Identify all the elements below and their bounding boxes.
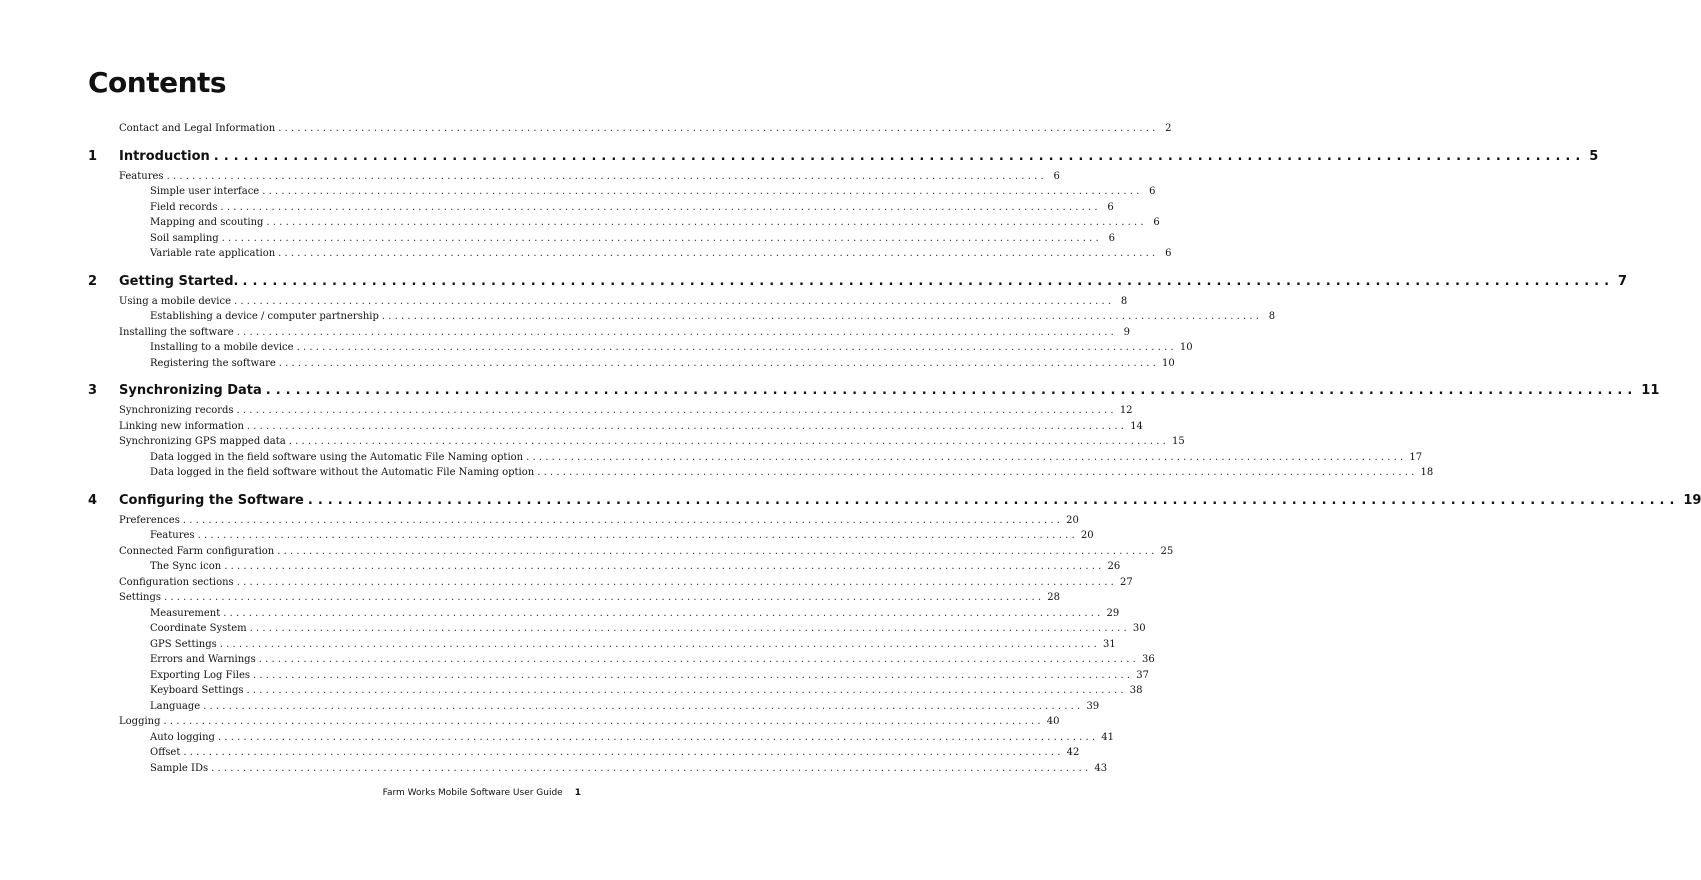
dot-leader: .......................................................................................................................................... — [381, 311, 1263, 322]
toc-entry-page: 26 — [1107, 561, 1121, 572]
dot-leader: .......................................................................................................................................... — [236, 405, 1117, 416]
dot-leader: .......................................................................................................................................... — [249, 623, 1130, 634]
dot-leader: .......................................................................................................................................... — [213, 148, 1586, 164]
dot-leader: .......................................................................................................................................... — [203, 700, 1084, 712]
toc-entry-page: 41 — [1101, 731, 1114, 743]
toc-entry-page: 10 — [1179, 342, 1193, 353]
toc-subsection-entry[interactable] — [88, 730, 1114, 746]
dot-leader: .......................................................................................................................................... — [236, 326, 1118, 338]
toc-entry-page: 38 — [1129, 685, 1143, 696]
toc-entry-page: 27 — [1119, 576, 1133, 588]
toc-section-entry[interactable] — [88, 121, 1172, 137]
dot-leader: .......................................................................................................................................... — [265, 383, 1638, 398]
toc-entry-title: The Sync icon — [150, 561, 222, 572]
toc-subsection-entry[interactable] — [88, 309, 1276, 325]
dot-leader: .......................................................................................................................................... — [266, 217, 1147, 228]
footer-guide-title: Farm Works Mobile Software User Guide — [382, 788, 563, 798]
toc-entry-title: Features — [119, 170, 164, 182]
toc-entry-page: 10 — [1162, 357, 1175, 369]
toc-subsection-entry[interactable] — [88, 621, 1146, 637]
chapter-title: Configuring the Software — [119, 492, 304, 508]
dot-leader: .......................................................................................................................................... — [224, 561, 1105, 572]
toc-entry-title: Features — [150, 530, 195, 541]
toc-entry-title: Synchronizing records — [119, 405, 234, 416]
toc-entry-page: 28 — [1047, 592, 1060, 603]
chapter-title: Getting Started. — [119, 273, 239, 289]
toc-subsection-entry[interactable] — [88, 200, 1114, 216]
dot-leader: .......................................................................................................................................... — [262, 186, 1143, 197]
toc-subsection-entry[interactable] — [88, 637, 1116, 653]
toc-section-entry[interactable] — [88, 544, 1174, 560]
dot-leader: .......................................................................................................................................... — [163, 716, 1044, 727]
toc-entry-title: Keyboard Settings — [150, 685, 244, 696]
toc-entry-page: 36 — [1141, 654, 1155, 665]
toc-entry-title: Data logged in the field software without the Automatic File Naming option — [150, 467, 535, 478]
toc-subsection-entry[interactable] — [88, 528, 1094, 544]
dot-leader: .......................................................................................................................................... — [296, 342, 1177, 353]
chapter-page: 7 — [1618, 273, 1628, 289]
toc-entry-page: 6 — [1149, 186, 1156, 197]
dot-leader: .......................................................................................................................................... — [278, 357, 1160, 369]
toc-entry-title: Coordinate System — [150, 623, 247, 634]
toc-entry-title: Variable rate application — [150, 248, 276, 259]
toc-entry-page: 30 — [1132, 623, 1146, 634]
toc-chapter-entry[interactable] — [88, 381, 1660, 400]
toc-subsection-entry[interactable] — [88, 761, 1108, 777]
toc-entry-title: Installing the software — [119, 326, 234, 338]
dot-leader: .......................................................................................................................................... — [537, 467, 1418, 478]
toc-entry-page: 18 — [1420, 467, 1434, 478]
toc-entry-title: Auto logging — [150, 731, 215, 743]
toc-entry-page: 14 — [1130, 420, 1143, 432]
toc-entry-title: Using a mobile device — [119, 295, 232, 307]
dot-leader: .......................................................................................................................................... — [242, 273, 1615, 289]
toc-entry-page: 40 — [1046, 716, 1060, 727]
toc-entry-title: Installing to a mobile device — [150, 342, 294, 353]
toc-entry-page: 15 — [1172, 436, 1185, 447]
dot-leader: .......................................................................................................................................... — [288, 436, 1170, 447]
toc-entry-title: Errors and Warnings — [150, 654, 256, 665]
dot-leader: .......................................................................................................................................... — [211, 762, 1092, 774]
toc-entry-title: Logging — [119, 716, 161, 727]
toc-section-entry[interactable] — [88, 434, 1185, 450]
toc-entry-title: Configuration sections — [119, 576, 234, 588]
toc-section-entry[interactable] — [88, 169, 1060, 185]
toc-subsection-entry[interactable] — [88, 668, 1150, 684]
dot-leader: .......................................................................................................................................... — [163, 592, 1045, 603]
page-title: Contents — [88, 66, 227, 99]
dot-leader: .......................................................................................................................................... — [219, 638, 1100, 650]
toc-subsection-entry[interactable] — [88, 606, 1120, 622]
table-of-contents — [88, 121, 1701, 776]
toc-entry-title: Linking new information — [119, 420, 244, 432]
toc-section-entry[interactable] — [88, 714, 1060, 730]
toc-entry-page: 31 — [1103, 638, 1116, 650]
dot-leader: .......................................................................................................................................... — [221, 232, 1102, 244]
dot-leader: .......................................................................................................................................... — [236, 576, 1117, 588]
dot-leader: .......................................................................................................................................... — [246, 685, 1127, 696]
toc-entry-page: 42 — [1066, 747, 1080, 758]
dot-leader: .......................................................................................................................................... — [258, 654, 1139, 665]
page-footer — [383, 788, 581, 798]
toc-section-entry[interactable] — [88, 590, 1060, 606]
toc-chapter-entry[interactable] — [88, 147, 1599, 166]
dot-leader: .......................................................................................................................................... — [278, 248, 1159, 259]
toc-subsection-entry[interactable] — [88, 184, 1156, 200]
toc-entry-page: 9 — [1123, 326, 1131, 338]
toc-entry-page: 20 — [1080, 530, 1094, 541]
toc-entry-title: Exporting Log Files — [150, 669, 251, 681]
toc-entry-title: Preferences — [119, 514, 180, 526]
toc-entry-title: Connected Farm configuration — [119, 545, 275, 557]
toc-subsection-entry[interactable] — [88, 465, 1434, 481]
dot-leader: .......................................................................................................................................... — [278, 123, 1159, 134]
toc-subsection-entry[interactable] — [88, 699, 1100, 715]
chapter-number: 1 — [88, 148, 98, 164]
dot-leader: .......................................................................................................................................... — [166, 170, 1047, 182]
toc-entry-title: Sample IDs — [150, 762, 209, 774]
dot-leader: .......................................................................................................................................... — [246, 420, 1128, 432]
chapter-title: Introduction — [119, 148, 210, 164]
toc-subsection-entry[interactable] — [88, 356, 1175, 372]
toc-entry-page: 17 — [1409, 451, 1423, 463]
toc-section-entry[interactable] — [88, 575, 1133, 591]
toc-entry-page: 6 — [1153, 217, 1160, 228]
dot-leader: .......................................................................................................................................... — [197, 530, 1078, 541]
dot-leader: .......................................................................................................................................... — [234, 295, 1115, 307]
toc-entry-page: 2 — [1165, 123, 1172, 134]
toc-entry-page: 6 — [1053, 170, 1060, 182]
dot-leader: .......................................................................................................................................... — [277, 545, 1158, 557]
toc-subsection-entry[interactable] — [88, 231, 1115, 247]
chapter-title: Synchronizing Data — [119, 383, 262, 398]
dot-leader: .......................................................................................................................................... — [526, 451, 1407, 463]
toc-entry-page: 8 — [1120, 295, 1128, 307]
toc-subsection-entry[interactable] — [88, 745, 1080, 761]
dot-leader: .......................................................................................................................................... — [220, 201, 1101, 213]
chapter-page: 5 — [1589, 148, 1599, 164]
chapter-number: 2 — [88, 273, 98, 289]
dot-leader: .......................................................................................................................................... — [217, 731, 1099, 743]
toc-subsection-entry[interactable] — [88, 683, 1143, 699]
toc-section-entry[interactable] — [88, 419, 1143, 435]
toc-entry-page: 20 — [1066, 514, 1079, 526]
footer-page-number: 1 — [574, 788, 581, 798]
toc-entry-title: Language — [150, 700, 201, 712]
toc-section-entry[interactable] — [88, 513, 1079, 529]
toc-entry-title: Simple user interface — [150, 186, 260, 197]
toc-entry-page: 39 — [1086, 700, 1100, 712]
toc-section-entry[interactable] — [88, 403, 1133, 419]
toc-entry-page: 6 — [1107, 201, 1114, 213]
toc-entry-title: Data logged in the field software using the Automatic File Naming option — [150, 451, 524, 463]
toc-entry-title: Field records — [150, 201, 218, 213]
toc-section-entry[interactable] — [88, 325, 1131, 341]
dot-leader: .......................................................................................................................................... — [253, 669, 1134, 681]
dot-leader: .......................................................................................................................................... — [307, 492, 1680, 508]
toc-entry-title: Establishing a device / computer partnership — [150, 311, 379, 322]
toc-subsection-entry[interactable] — [88, 559, 1121, 575]
dot-leader: .......................................................................................................................................... — [182, 514, 1064, 526]
chapter-page: 19 — [1683, 492, 1701, 508]
toc-section-entry[interactable] — [88, 294, 1128, 310]
toc-chapter-entry[interactable] — [88, 491, 1701, 510]
toc-entry-title: Offset — [150, 747, 181, 758]
toc-entry-title: Registering the software — [150, 357, 276, 369]
chapter-number: 3 — [88, 383, 98, 398]
toc-subsection-entry[interactable] — [88, 652, 1155, 668]
toc-entry-page: 43 — [1094, 762, 1108, 774]
toc-subsection-entry[interactable] — [88, 246, 1172, 262]
toc-entry-page: 25 — [1160, 545, 1174, 557]
toc-entry-page: 8 — [1268, 311, 1276, 322]
toc-entry-title: Settings — [119, 592, 161, 603]
toc-entry-page: 12 — [1119, 405, 1133, 416]
dot-leader: .......................................................................................................................................... — [223, 607, 1104, 619]
dot-leader: .......................................................................................................................................... — [183, 747, 1064, 758]
toc-entry-page: 6 — [1108, 232, 1115, 244]
toc-subsection-entry[interactable] — [88, 450, 1423, 466]
toc-chapter-entry[interactable] — [88, 272, 1628, 291]
toc-entry-page: 37 — [1136, 669, 1150, 681]
toc-entry-title: Contact and Legal Information — [119, 123, 276, 134]
toc-entry-title: Soil sampling — [150, 232, 219, 244]
chapter-page: 11 — [1641, 383, 1660, 398]
toc-entry-title: Synchronizing GPS mapped data — [119, 436, 286, 447]
toc-subsection-entry[interactable] — [88, 215, 1160, 231]
toc-entry-page: 29 — [1106, 607, 1120, 619]
toc-entry-title: Mapping and scouting — [150, 217, 264, 228]
toc-subsection-entry[interactable] — [88, 340, 1193, 356]
toc-entry-page: 6 — [1165, 248, 1172, 259]
chapter-number: 4 — [88, 492, 98, 508]
toc-entry-title: GPS Settings — [150, 638, 217, 650]
toc-entry-title: Measurement — [150, 607, 221, 619]
